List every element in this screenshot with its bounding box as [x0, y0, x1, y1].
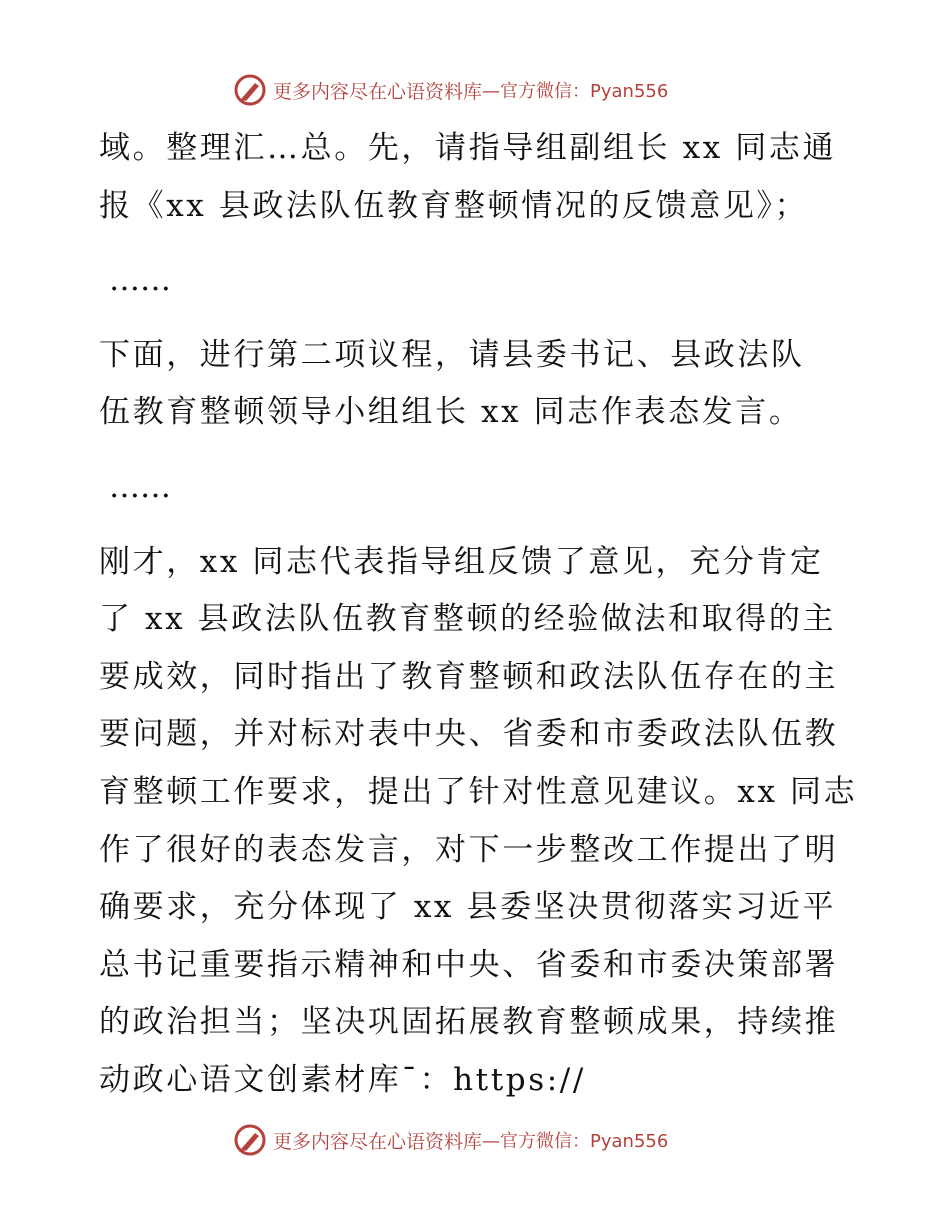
document-body	[99, 120, 859, 1110]
text-line: 育整顿工作要求，提出了针对性意见建议。xx 同志	[99, 773, 858, 810]
text-line: 了 xx 县政法队伍教育整顿的经验做法和取得的主	[99, 601, 837, 638]
text-line: 刚才，xx 同志代表指导组反馈了意见，充分肯定	[99, 543, 824, 580]
text-line: 确要求，充分体现了 xx 县委坚决贯彻落实习近平	[99, 889, 837, 926]
pen-logo-icon	[233, 1123, 267, 1157]
banner-wechat-text: —官方微信：Pyan556	[482, 81, 669, 102]
text-line: 域。整理汇…总。先，请指导组副组长 xx 同志通	[99, 130, 837, 166]
text-line: 作了很好的表态发言，对下一步整改工作提出了明	[99, 831, 839, 868]
paragraph	[99, 120, 859, 235]
text-line: 动政心语文创素材库¯：https://	[99, 1061, 586, 1098]
pen-logo-icon	[233, 73, 267, 107]
text-line: 的政治担当；坚决巩固拓展教育整顿成果，持续推	[99, 1004, 839, 1041]
footer-watermark-banner	[233, 1122, 668, 1158]
text-line: 下面，进行第二项议程，请县委书记、县政法队	[99, 336, 805, 373]
text-line: 要问题，并对标对表中央、省委和市委政法队伍教	[99, 716, 839, 753]
banner-brand-text: 更多内容尽在心语资料库	[273, 1130, 483, 1153]
paragraph	[99, 459, 859, 517]
ellipsis-line: ……	[109, 262, 171, 299]
header-watermark-banner	[233, 72, 668, 108]
text-line: 要成效，同时指出了教育整顿和政法队伍存在的主	[99, 658, 839, 695]
paragraph	[99, 534, 859, 1110]
text-line: 报《xx 县政法队伍教育整顿情况的反馈意见》；	[99, 187, 809, 224]
text-line: 伍教育整顿领导小组组长 xx 同志作表态发言。	[99, 394, 803, 431]
banner-brand-text: 更多内容尽在心语资料库	[273, 80, 483, 103]
paragraph	[99, 327, 859, 442]
text-line: 总书记重要指示精神和中央、省委和市委决策部署	[99, 946, 839, 983]
paragraph	[99, 252, 859, 310]
banner-wechat-text: —官方微信：Pyan556	[482, 1131, 669, 1152]
ellipsis-line: ……	[109, 468, 171, 505]
